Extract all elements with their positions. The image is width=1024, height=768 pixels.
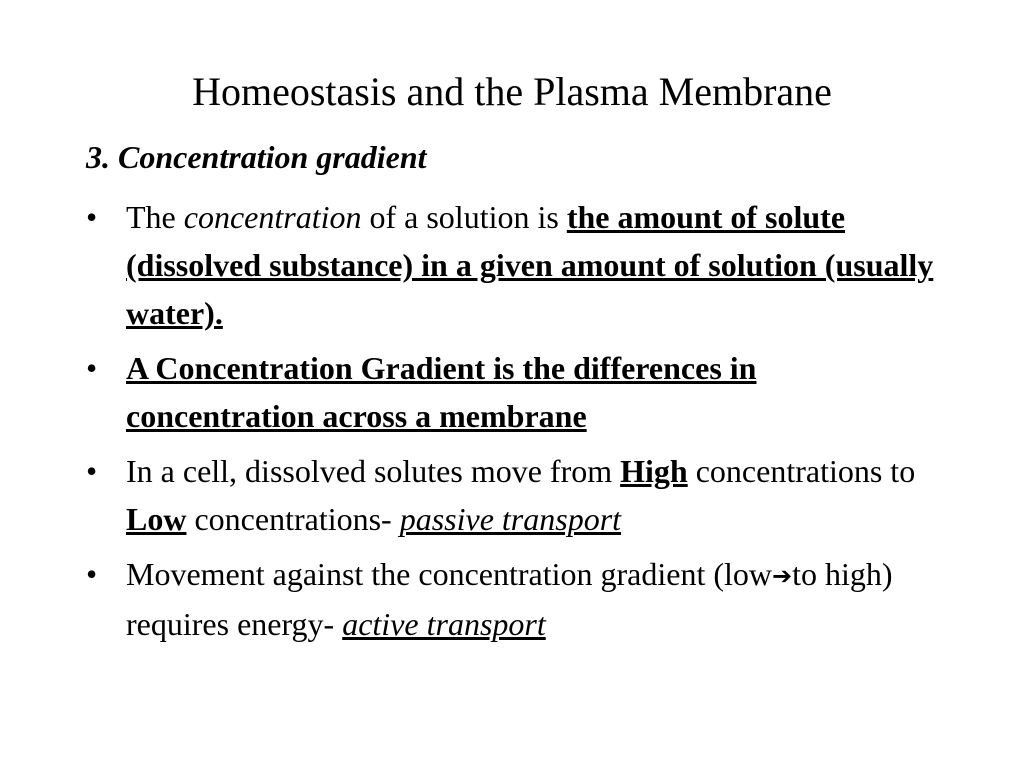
bullet-marker: • (86, 199, 98, 235)
text: to high) requires energy- (126, 556, 893, 642)
bullet-marker: • (86, 556, 98, 592)
bullet-marker: • (86, 350, 98, 386)
term-active-transport: active transport (342, 606, 546, 642)
definition-emphasis: the amount of solute (dissolved substance) in a given amount of solution (usually water). (126, 199, 934, 331)
section-subheading: 3. Concentration gradient (86, 139, 427, 175)
slide-title: Homeostasis and the Plasma Membrane (192, 69, 832, 114)
definition-emphasis: A Concentration Gradient is the differences in concentration across a membrane (126, 350, 757, 434)
term-passive-transport: passive transport (399, 501, 622, 537)
bullet-gradient-definition (86, 344, 936, 440)
bullet-passive-transport (86, 447, 936, 543)
text: The (126, 199, 184, 235)
right-arrow-icon: ➔ (772, 562, 793, 590)
text: concentrations to (687, 453, 916, 489)
text: concentrations- (186, 501, 400, 537)
text: of a solution is (361, 199, 567, 235)
text: Movement against the concentration gradient (low (126, 556, 773, 592)
italic-term: concentration (183, 199, 362, 235)
bullet-marker: • (86, 453, 98, 489)
bullet-list (86, 193, 936, 655)
bullet-concentration-definition (86, 193, 936, 337)
emphasis-low: Low (126, 501, 187, 537)
emphasis-high: High (620, 453, 688, 489)
text: In a cell, dissolved solutes move from (126, 453, 621, 489)
bullet-active-transport (86, 550, 936, 648)
